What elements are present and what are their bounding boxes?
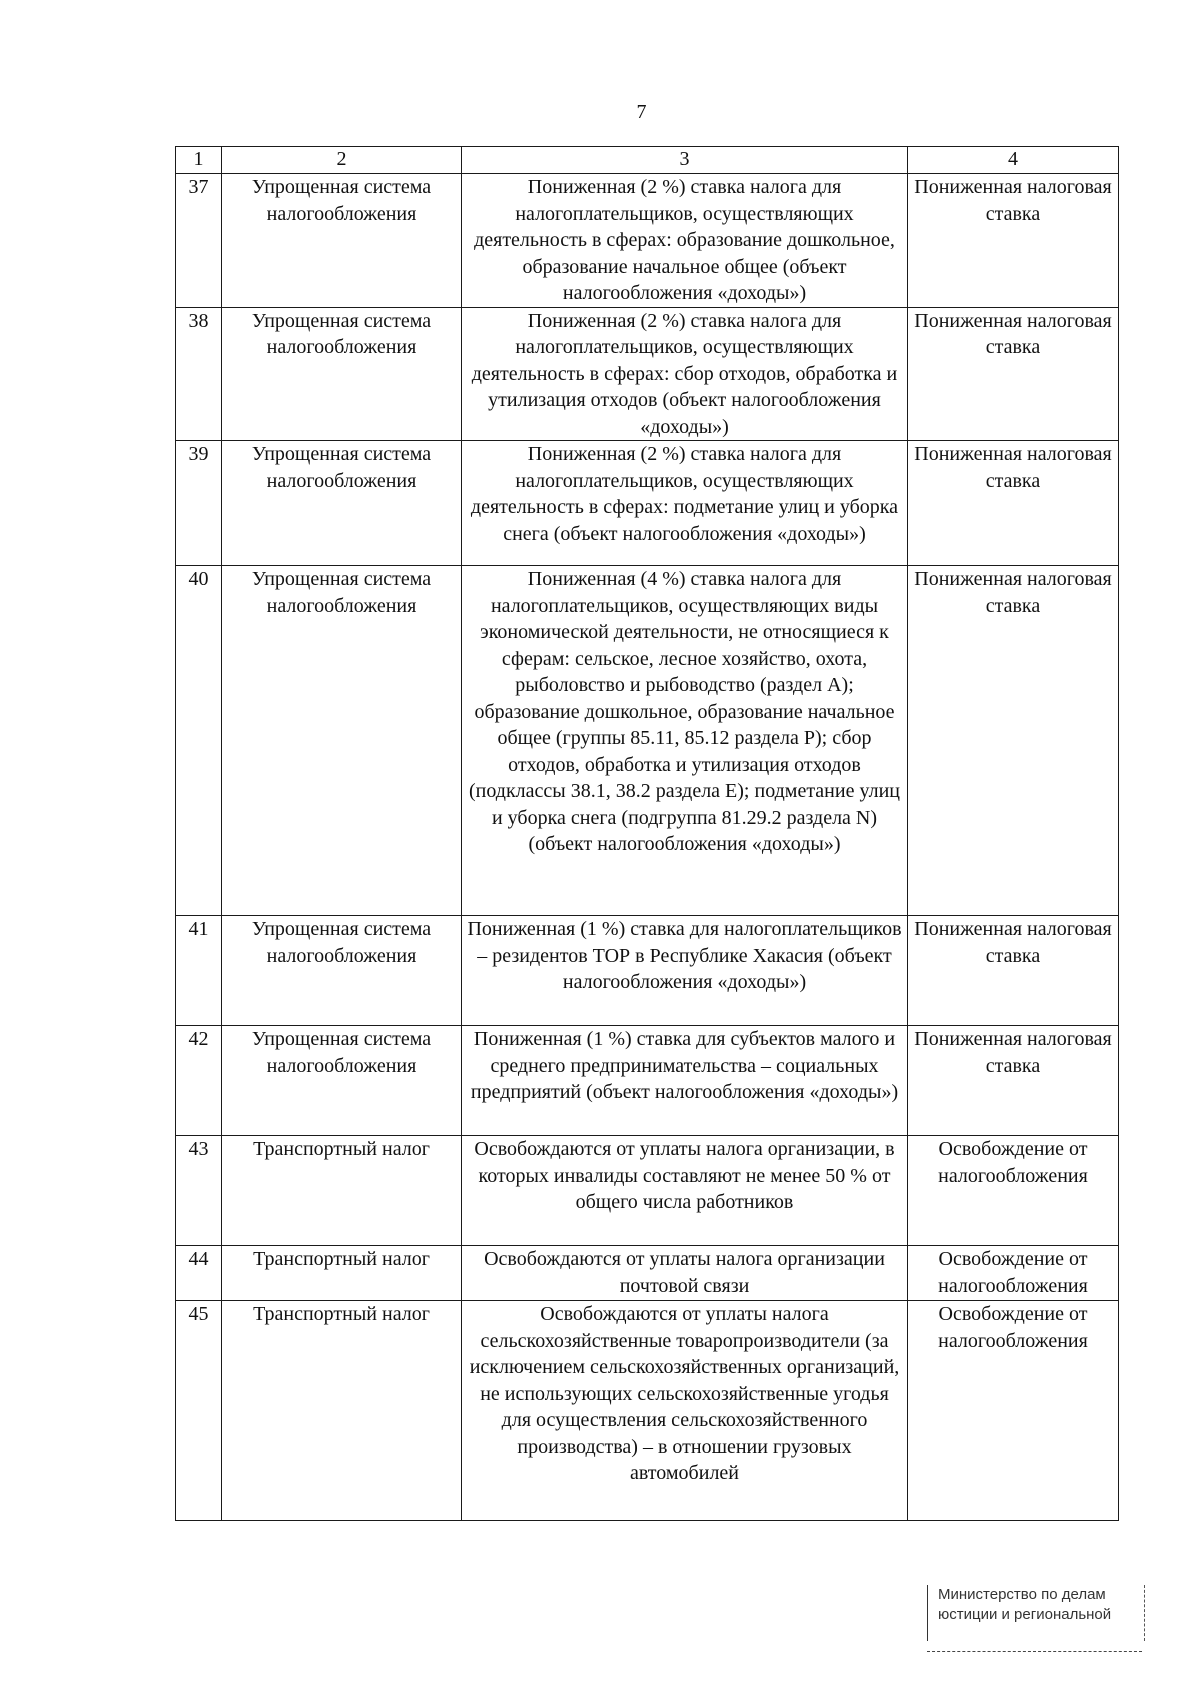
tax-name: Транспортный налог: [222, 1246, 462, 1301]
row-number: 41: [176, 916, 222, 1026]
column-number-4: 4: [908, 147, 1119, 174]
row-number: 38: [176, 307, 222, 441]
benefit-description: Пониженная (1 %) ставка для субъектов малого и среднего предпринимательства – социальных предприятий (объект налогообложения «доходы»): [462, 1026, 908, 1136]
row-number: 39: [176, 441, 222, 566]
benefit-description: Освобождаются от уплаты налога организации, в которых инвалиды составляют не менее 50 % от общего числа работников: [462, 1136, 908, 1246]
tax-name: Упрощенная система налогообложения: [222, 916, 462, 1026]
column-number-1: 1: [176, 147, 222, 174]
row-number: 42: [176, 1026, 222, 1136]
stamp-line-2: юстиции и региональной: [938, 1606, 1112, 1623]
stamp-line-1: Министерство по делам: [938, 1586, 1106, 1603]
tax-name: Упрощенная система налогообложения: [222, 441, 462, 566]
tax-benefits-table: [175, 146, 1119, 1521]
row-number: 44: [176, 1246, 222, 1301]
row-number: 43: [176, 1136, 222, 1246]
benefit-type: Освобождение от налогообложения: [908, 1246, 1119, 1301]
table-row: [176, 1136, 1119, 1246]
tax-name: Упрощенная система налогообложения: [222, 1026, 462, 1136]
column-number-3: 3: [462, 147, 908, 174]
benefit-description: Пониженная (2 %) ставка налога для налогоплательщиков, осуществляющих деятельность в сферах: подметание улиц и уборка снега (объект налогообложения «доходы»): [462, 441, 908, 566]
tax-name: Упрощенная система налогообложения: [222, 174, 462, 308]
table-row: [176, 1026, 1119, 1136]
table-row: [176, 1301, 1119, 1521]
benefit-description: Освобождаются от уплаты налога сельскохозяйственные товаропроизводители (за исключением сельскохозяйственных организаций, не использующих сельскохозяйственные угодья для осуществления сельскохозяйственного производства) – в отношении грузовых автомобилей: [462, 1301, 908, 1521]
table-row: [176, 1246, 1119, 1301]
column-number-2: 2: [222, 147, 462, 174]
benefit-type: Освобождение от налогообложения: [908, 1301, 1119, 1521]
benefit-description: Освобождаются от уплаты налога организации почтовой связи: [462, 1246, 908, 1301]
row-number: 40: [176, 566, 222, 916]
benefit-description: Пониженная (1 %) ставка для налогоплательщиков – резидентов ТОР в Республике Хакасия (объект налогообложения «доходы»): [462, 916, 908, 1026]
benefit-type: Пониженная налоговая ставка: [908, 174, 1119, 308]
ministry-stamp: [927, 1585, 1145, 1641]
table-row: [176, 174, 1119, 308]
benefit-type: Пониженная налоговая ставка: [908, 441, 1119, 566]
table-row: [176, 916, 1119, 1026]
row-number: 37: [176, 174, 222, 308]
row-number: 45: [176, 1301, 222, 1521]
benefit-type: Пониженная налоговая ставка: [908, 566, 1119, 916]
table-row: [176, 566, 1119, 916]
table-row: [176, 307, 1119, 441]
table-row: [176, 441, 1119, 566]
benefit-description: Пониженная (4 %) ставка налога для налогоплательщиков, осуществляющих виды экономической деятельности, не относящиеся к сферам: сельское, лесное хозяйство, охота, рыболовство и рыбоводство (раздел A); образование дошкольное, образование начальное общее (группы 85.11, 85.12 раздела P); сбор отходов, обработка и утилизация отходов (подклассы 38.1, 38.2 раздела E); подметание улиц и уборка снега (подгруппа 81.29.2 раздела N) (объект налогообложения «доходы»): [462, 566, 908, 916]
benefit-type: Пониженная налоговая ставка: [908, 916, 1119, 1026]
benefit-type: Пониженная налоговая ставка: [908, 1026, 1119, 1136]
stamp-underline: [927, 1651, 1142, 1652]
benefit-description: Пониженная (2 %) ставка налога для налогоплательщиков, осуществляющих деятельность в сферах: образование дошкольное, образование начальное общее (объект налогообложения «доходы»): [462, 174, 908, 308]
tax-name: Упрощенная система налогообложения: [222, 307, 462, 441]
benefit-type: Пониженная налоговая ставка: [908, 307, 1119, 441]
benefit-description: Пониженная (2 %) ставка налога для налогоплательщиков, осуществляющих деятельность в сферах: сбор отходов, обработка и утилизация отходов (объект налогообложения «доходы»): [462, 307, 908, 441]
table-header-row: [176, 147, 1119, 174]
tax-name: Упрощенная система налогообложения: [222, 566, 462, 916]
tax-name: Транспортный налог: [222, 1301, 462, 1521]
tax-name: Транспортный налог: [222, 1136, 462, 1246]
page-number: 7: [636, 101, 647, 123]
benefit-type: Освобождение от налогообложения: [908, 1136, 1119, 1246]
